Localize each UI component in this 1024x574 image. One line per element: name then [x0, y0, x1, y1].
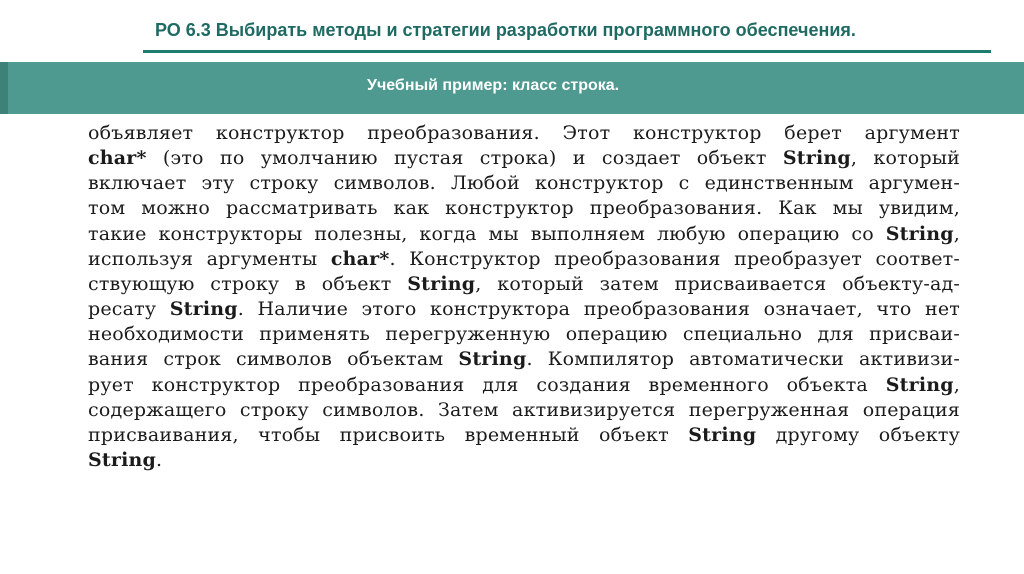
banner-accent-strip — [0, 62, 8, 114]
code-term: String — [458, 348, 527, 371]
body-line — [88, 146, 960, 171]
body-text-segment: . — [156, 449, 163, 472]
section-banner — [0, 62, 1024, 114]
body-line — [88, 247, 960, 272]
body-line — [88, 398, 960, 423]
body-text-segment: используя аргументы — [88, 247, 331, 270]
code-term: String — [688, 423, 757, 446]
body-text-segment: . Конструктор преобразования преобразует соответ- — [389, 247, 960, 270]
body-text-segment: объявляет конструктор преобразования. Этот конструктор берет аргумент — [88, 122, 960, 144]
code-term: String — [782, 147, 851, 170]
code-term: String — [88, 449, 157, 472]
body-text-segment: содержащего строку символов. Затем активизируется перегруженная операция — [88, 398, 960, 421]
body-line — [88, 196, 960, 221]
body-text-segment: ресату — [88, 298, 170, 321]
code-term: String — [885, 373, 954, 396]
body-line — [88, 297, 960, 322]
title-divider — [143, 50, 991, 53]
body-line — [88, 121, 960, 146]
code-term: String — [169, 298, 238, 321]
body-text-segment: рует конструктор преобразования для создания временного объекта — [88, 373, 886, 396]
body-text-segment: , — [953, 222, 960, 245]
body-line — [88, 373, 960, 398]
body-text-segment: включает эту строку символов. Любой конструктор с единственным аргумен- — [88, 172, 960, 195]
body-text-segment: . Наличие этого конструктора преобразования означает, что нет — [237, 298, 960, 321]
body-line — [88, 423, 960, 448]
body-text-segment: такие конструкторы полезны, когда мы выполняем любую операцию со — [88, 222, 886, 245]
body-text-segment: присваивания, чтобы присвоить временный объект — [88, 423, 689, 446]
code-term: String — [407, 272, 476, 295]
body-text-segment: , — [953, 373, 960, 396]
body-paragraph — [88, 121, 960, 473]
body-text-segment: , который затем присваивается объекту-ад- — [475, 272, 961, 295]
body-text-segment: . Компилятор автоматически активизи- — [526, 348, 960, 371]
body-text-segment: необходимости применять перегруженную операцию специально для присваи- — [88, 323, 960, 346]
slide-title: РО 6.3 Выбирать методы и стратегии разработки программного обеспечения. — [155, 20, 856, 40]
body-line — [88, 272, 960, 297]
body-text-segment: ствующую строку в объект — [88, 272, 408, 295]
body-line — [88, 347, 960, 372]
body-text-segment: , который — [850, 147, 960, 170]
body-text-segment: (это по умолчанию пустая строка) и создает объект — [146, 147, 783, 170]
body-text-segment: другому объекту — [756, 423, 960, 446]
body-text-segment: том можно рассматривать как конструктор преобразования. Как мы увидим, — [88, 197, 960, 220]
body-text-segment: вания строк символов объектам — [88, 348, 459, 371]
code-term: char* — [330, 247, 390, 270]
banner-label: Учебный пример: класс строка. — [367, 77, 620, 94]
body-line — [88, 171, 960, 196]
body-line — [88, 448, 960, 473]
body-line — [88, 222, 960, 247]
body-line — [88, 322, 960, 347]
code-term: char* — [88, 147, 147, 170]
code-term: String — [885, 222, 954, 245]
